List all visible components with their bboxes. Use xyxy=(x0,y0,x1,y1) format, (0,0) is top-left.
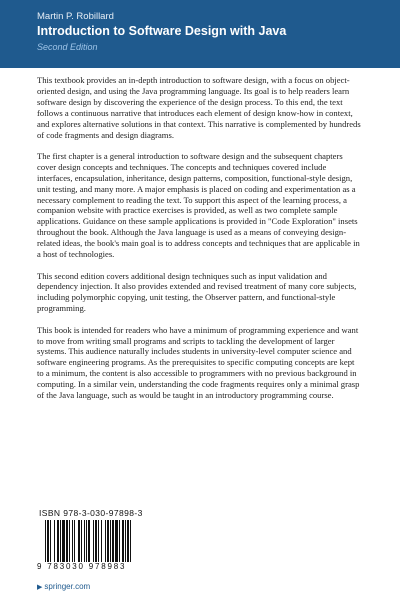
barcode-bar xyxy=(101,520,102,562)
barcode-bar xyxy=(45,520,46,562)
barcode-bar xyxy=(105,520,106,562)
barcode-bar xyxy=(110,520,111,562)
barcode-bar xyxy=(62,520,65,562)
barcode-bar xyxy=(84,520,85,562)
barcode-bar xyxy=(127,520,129,562)
book-title: Introduction to Software Design with Java xyxy=(37,24,287,38)
blurb-paragraph: This second edition covers additional design techniques such as input validation and dependency injection. It also provides extended and revised treatment of many core subjects, including polymorphic copying, unit testing, the Observer pattern, and functional-style programming. xyxy=(37,270,357,314)
blurb-paragraph: This textbook provides an in-depth introduction to software design, with a focus on object-oriented design, and using the Java programming language. Its goal is to help readers learn software design by discovering the experience of the design process. To this end, the text follows a continuous narrative that introduces each element of design know-how in context, and explores alternative solutions in that context. This narrative is complemented by hundreds of code fragments and design diagrams. xyxy=(37,75,361,140)
barcode-bar xyxy=(115,520,118,562)
barcode-bar xyxy=(54,520,55,562)
barcode-bar xyxy=(78,520,80,562)
barcode-bar xyxy=(88,520,90,562)
barcode-bar xyxy=(98,520,99,562)
barcode-bars xyxy=(45,520,170,562)
isbn-label: ISBN 978-3-030-97898-3 xyxy=(39,508,143,518)
barcode-bar xyxy=(66,520,68,562)
edition-label: Second Edition xyxy=(37,42,98,52)
publisher-link-label: springer.com xyxy=(44,582,91,591)
barcode-bar xyxy=(50,520,51,562)
barcode-bar xyxy=(93,520,94,562)
barcode-bar xyxy=(122,520,124,562)
barcode-bar xyxy=(95,520,97,562)
barcode-bar xyxy=(119,520,120,562)
cover-header xyxy=(0,0,400,68)
barcode-bar xyxy=(86,520,87,562)
barcode-box xyxy=(37,508,174,576)
arrow-right-icon: ▶ xyxy=(37,583,43,591)
barcode-bar xyxy=(81,520,82,562)
barcode-bar xyxy=(72,520,73,562)
barcode-bar xyxy=(125,520,126,562)
barcode-bar xyxy=(112,520,114,562)
barcode-bar xyxy=(47,520,49,562)
barcode-bar xyxy=(130,520,131,562)
blurb-text xyxy=(37,75,363,411)
blurb-paragraph: This book is intended for readers who have a minimum of programming experience and want to move from writing small programs and scripts to tackling the development of larger systems. This audience naturally includes students in university-level computer science and software engineering programs. As the prerequisites to specific computing concepts are kept to a minimum, the content is also accessible to programmers with no previous background in computing. In a similar vein, understanding the code fragments requires only a minimal grasp of the Java language, such as would be taught in an introductory programming course. xyxy=(37,324,360,401)
author-name: Martin P. Robillard xyxy=(37,11,114,22)
barcode-bar xyxy=(69,520,70,562)
barcode-bar xyxy=(107,520,109,562)
publisher-link[interactable] xyxy=(37,582,90,591)
barcode-bar xyxy=(60,520,61,562)
blurb-paragraph: The first chapter is a general introduction to software design and the subsequent chapters cover design concepts and techniques. The concepts and techniques covered include interfaces, encapsulation, inheritance, design patterns, composition, functional-style design, unit testing, and many more. A major emphasis is placed on coding and experimentation as a necessary complement to reading the text. To support this aspect of the learning process, a companion website with practice exercises is provided, as well as two complete sample applications. Guidance on these sample applications is provided in "Code Exploration" insets throughout the book. Although the Java language is used as a means of conveying design-related ideas, the book's main goal is to address concepts and techniques that are applicable in a host of technologies. xyxy=(37,150,360,260)
barcode-bar xyxy=(74,520,75,562)
barcode-bar xyxy=(57,520,59,562)
barcode-digits: 9 783030 978983 xyxy=(37,562,127,571)
